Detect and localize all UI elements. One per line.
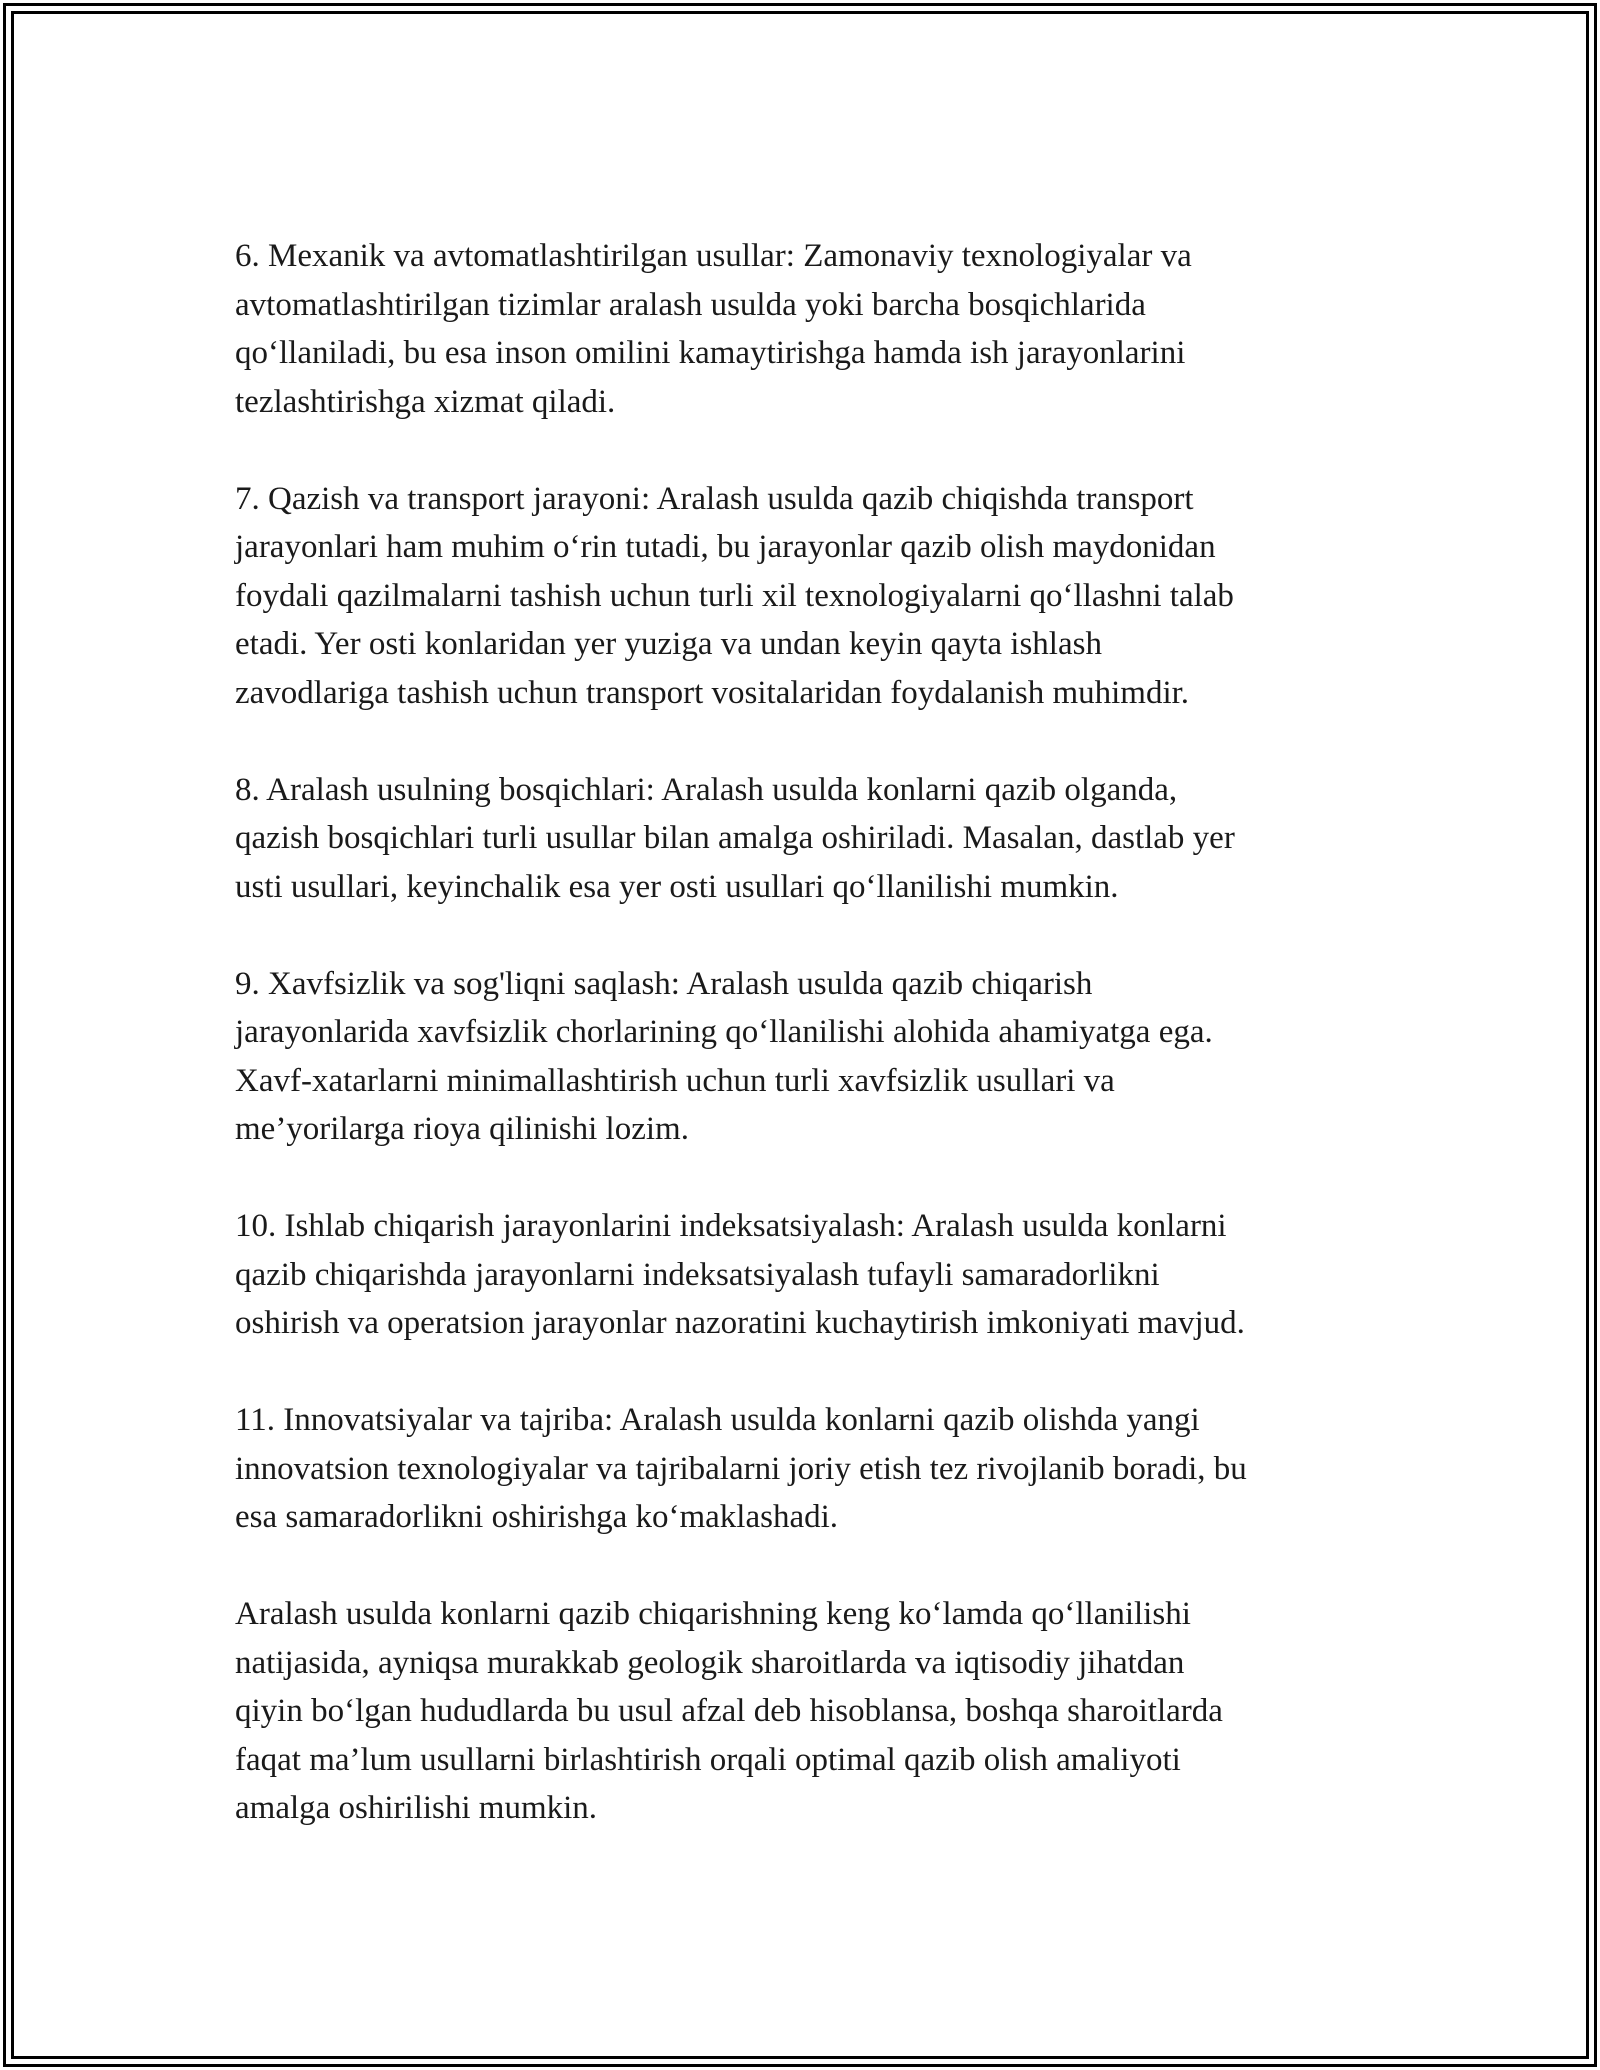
conclusion-paragraph: Aralash usulda konlarni qazib chiqarishning keng ko‘lamda qo‘llanilishi natijasida, ayniqsa murakkab geologik sharoitlarda va iqtisodiy jihatdan qiyin bo‘lgan hududlarda bu usul afzal deb hisoblansa, boshqa sharoitlarda faqat ma’lum usullarni birlashtirish orqali optimal qazib olish amaliyoti amalga oshirilishi mumkin. <box>235 1596 1223 1826</box>
paragraph-item-8: 8. Aralash usulning bosqichlari: Aralash usulda konlarni qazib olganda, qazish bosqichlari turli usullar bilan amalga oshiriladi. Masalan, dastlab yer usti usullari, keyinchalik esa yer osti usullari qo‘llanilishi mumkin. <box>235 771 1235 905</box>
document-body <box>235 232 1395 1833</box>
paragraph-item-6: 6. Mexanik va avtomatlashtirilgan usullar: Zamonaviy texnologiyalar va avtomatlashtirilgan tizimlar aralash usulda yoki barcha bosqichlarida qo‘llaniladi, bu esa inson omilini kamaytirishga hamda ish jarayonlarini tezlashtirishga xizmat qiladi. <box>235 238 1192 420</box>
paragraph-item-10: 10. Ishlab chiqarish jarayonlarini indeksatsiyalash: Aralash usulda konlarni qazib chiqarishda jarayonlarni indeksatsiyalash tufayli samaradorlikni oshirish va operatsion jarayonlar nazoratini kuchaytirish imkoniyati mavjud. <box>235 1208 1245 1341</box>
paragraph-item-11: 11. Innovatsiyalar va tajriba: Aralash usulda konlarni qazib olishda yangi innovatsion texnologiyalar va tajribalarni joriy etish tez rivojlanib boradi, bu esa samaradorlikni oshirishga ko‘maklashadi. <box>235 1402 1247 1535</box>
paragraph-item-9: 9. Xavfsizlik va sog'liqni saqlash: Aralash usulda qazib chiqarish jarayonlarida xavfsizlik chorlarining qo‘llanilishi alohida ahamiyatga ega. Xavf-xatarlarni minimallashtirish uchun turli xavfsizlik usullari va me’yorilarga rioya qilinishi lozim. <box>235 965 1213 1147</box>
paragraph-item-7: 7. Qazish va transport jarayoni: Aralash usulda qazib chiqishda transport jarayonlari ham muhim o‘rin tutadi, bu jarayonlar qazib olish maydonidan foydali qazilmalarni tashish uchun turli xil texnologiyalarni qo‘llashni talab etadi. Yer osti konlaridan yer yuziga va undan keyin qayta ishlash zavodlariga tashish uchun transport vositalaridan foydalanish muhimdir. <box>235 480 1234 711</box>
